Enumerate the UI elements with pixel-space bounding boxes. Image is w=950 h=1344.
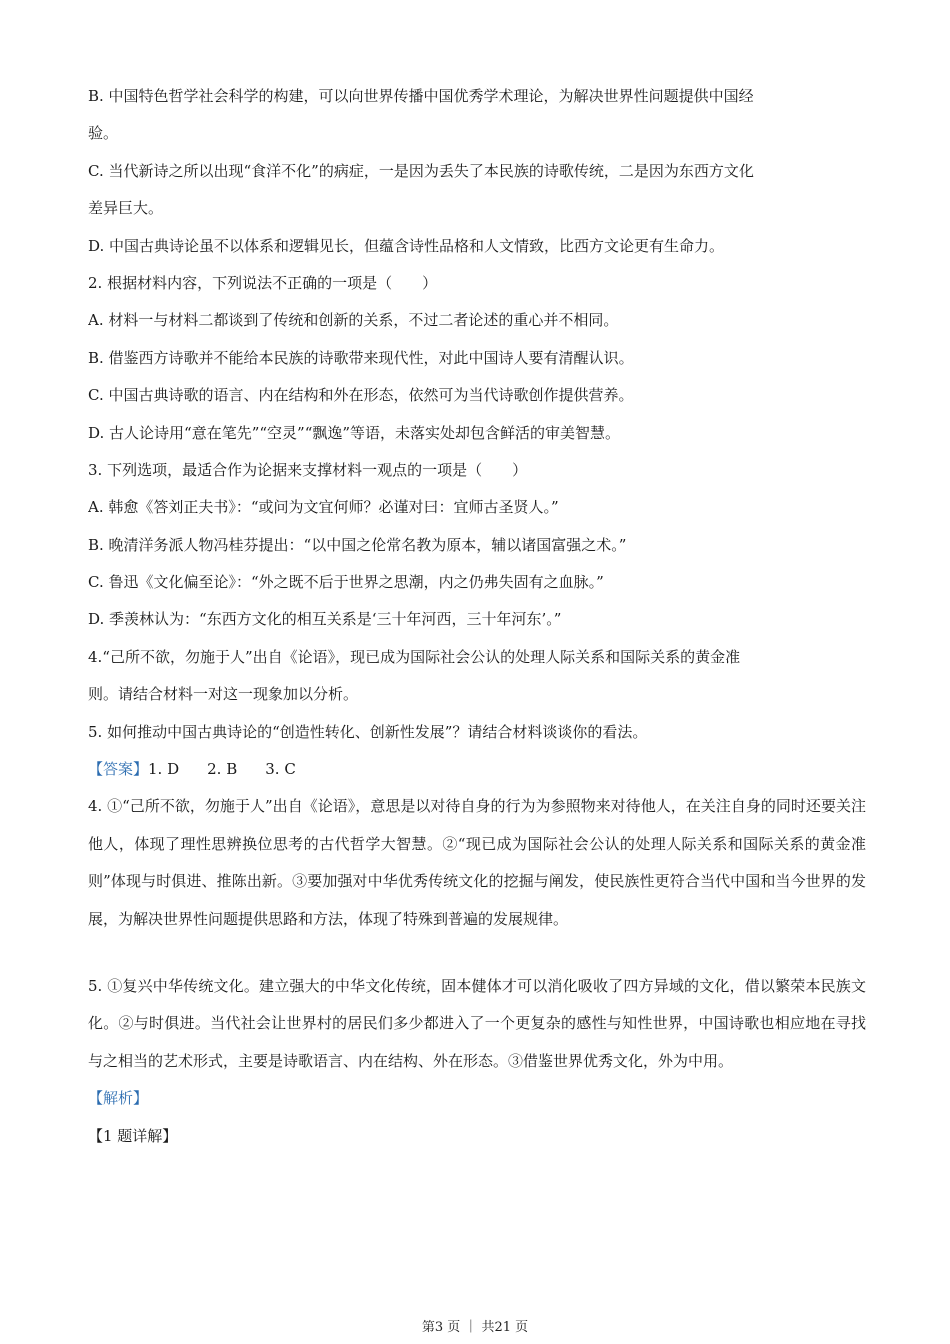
text-line: 差异巨大。 (88, 199, 164, 218)
document-body (88, 78, 866, 1155)
question-3: 3. 下列选项，最适合作为论据来支撑材料一观点的一项是（ ） (88, 460, 528, 479)
option-d: D. 古人论诗用“意在笔先”“空灵”“飘逸”等语，未落实处却包含鲜活的审美智慧。 (88, 423, 621, 442)
analysis-5: 5. ①复兴中华传统文化。建立强大的中华文化传统，固本健体才可以消化吸收了四方异域的文化，借以繁荣本民族文化。②与时俱进。当代社会让世界村的居民们多少都进入了一个更复杂的感性与知性世界，中国诗歌也相应地在寻找与之相当的艺术形式，主要是诗歌语言、内在结构、外在形态。③借鉴世界优秀文化，外为中用。 (88, 977, 866, 1070)
option-c: C. 鲁迅《文化偏至论》：“外之既不后于世界之思潮，内之仍弗失固有之血脉。” (88, 573, 604, 592)
question-5: 5. 如何推动中国古典诗论的“创造性转化、创新性发展”？请结合材料谈谈你的看法。 (88, 722, 648, 741)
jiexi-tag: 【解析】 (88, 1089, 149, 1108)
option-b: B. 借鉴西方诗歌并不能给本民族的诗歌带来现代性，对此中国诗人要有清醒认识。 (88, 348, 634, 367)
analysis-4: 4. ①“己所不欲，勿施于人”出自《论语》，意思是以对待自身的行为为参照物来对待他人，在关注自身的同时还要关注他人，体现了理性思辨换位思考的古代哲学大智慧。②“现已成为国际社会公认的处理人际关系和国际关系的黄金准则”体现与时俱进、推陈出新。③要加强对中华优秀传统文化的挖掘与阐发，使民族性更符合当代中国和当今世界的发展，为解决世界性问题提供思路和方法，体现了特殊到普遍的发展规律。 (88, 797, 866, 928)
detail-heading: 【1 题详解】 (88, 1126, 178, 1145)
text-line: 验。 (88, 124, 119, 143)
text-line: C. 当代新诗之所以出现“食洋不化”的病症，一是因为丢失了本民族的诗歌传统，二是因为东西方文化 (88, 161, 754, 180)
answer-item: 2. B (207, 760, 238, 779)
answer-item: 3. C (265, 760, 296, 779)
option-d: D. 季羡林认为：“东西方文化的相互关系是‘三十年河西，三十年河东’。” (88, 610, 562, 629)
question-4-cont: 则。请结合材料一对这一现象加以分析。 (88, 685, 359, 704)
page-footer: 第3 页 ｜ 共21 页 (421, 1320, 529, 1335)
question-4: 4.“己所不欲，勿施于人”出自《论语》，现已成为国际社会公认的处理人际关系和国际关系的黄金准 (88, 647, 741, 666)
option-b: B. 晚清洋务派人物冯桂芬提出：“以中国之伦常名教为原本，辅以诸国富强之术。” (88, 535, 627, 554)
option-c: C. 中国古典诗歌的语言、内在结构和外在形态，依然可为当代诗歌创作提供营养。 (88, 386, 634, 405)
answer-item: 1. D (148, 760, 180, 779)
text-line: D. 中国古典诗论虽不以体系和逻辑见长，但蕴含诗性品格和人文情致，比西方文论更有生命力。 (88, 236, 725, 255)
answer-tag: 【答案】 (88, 760, 149, 779)
question-2: 2. 根据材料内容，下列说法不正确的一项是（ ） (88, 273, 438, 292)
answer-line (88, 751, 866, 788)
text-line: B. 中国特色哲学社会科学的构建，可以向世界传播中国优秀学术理论，为解决世界性问题提供中国经 (88, 87, 754, 105)
option-a: A. 韩愈《答刘正夫书》：“或问为文宜何师？必谨对曰：宜师古圣贤人。” (88, 498, 559, 517)
option-a: A. 材料一与材料二都谈到了传统和创新的关系，不过二者论述的重心并不相同。 (88, 311, 619, 330)
